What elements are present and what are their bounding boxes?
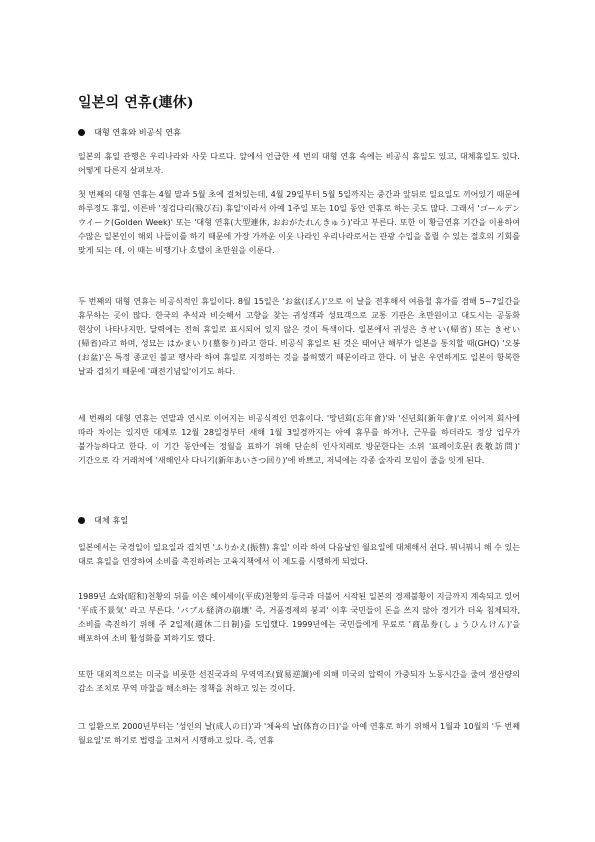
paragraph: 그 일환으로 2000년부터는 '성인의 날(成人の日)'과 '체육의 날(体育の日)'을 아예 연휴로 하기 위해서 1월과 10월의 '두 번째 월요일'로 하기로 법령을 고쳐서 시행하고 있다. 즉, 연휴 bbox=[78, 722, 520, 745]
bullet-icon bbox=[78, 129, 85, 136]
page-title: 일본의 연휴(連休) bbox=[78, 95, 194, 111]
section-heading-substitute-holidays bbox=[78, 515, 128, 526]
section-heading-major-holidays bbox=[78, 127, 181, 138]
paragraph: 또한 대외적으로는 미국을 비롯한 선진국과의 무역역조(貿易逆調)에 의해 미국의 압력이 가중되자 노동시간을 줄여 생산량의 감소 조치로 무역 마찰을 해소하는 정책을 취하고 있는 것이다. bbox=[78, 670, 520, 693]
paragraph: 세 번째의 대형 연휴는 연말과 연시로 이어지는 비공식적인 연휴이다. '망년회(忘年會)'와 '신년회(新年會)'로 이어져 회사에 따라 차이는 있지만 대체로 12월 28일경부터 새해 1월 3일경까지는 아예 휴무를 하거나, 근무를 하더라도 정상 업무가 불가능하다고 한다. 이 기간 동안에는 정월을 표하기 위해 단순히 인사치레로 방문한다는 소위 '표례이호문(表敬訪問)' 기간으로 각 거래처에 '새해인사 다니기(新年あいさつ回り)'에 바쁘고, 저녁에는 각종 술자리 모임이 줄을 잇게 된다. bbox=[78, 414, 520, 465]
bullet-icon bbox=[78, 517, 85, 524]
section-heading-label: 대체 휴일 bbox=[94, 515, 129, 525]
paragraph: 두 번째의 대형 연휴는 비공식적인 휴일이다. 8월 15일은 'お盆(ぼん)'으로 이 날을 전후해서 여름철 휴가를 겸해 5~7일간을 휴무하는 곳이 많다. 한국의 추석과 비슷해서 고향을 찾는 귀성객과 성묘객으로 교통 기관은 초만원이고 대도시는 공동화 현상이 나타나지만, 달력에는 전혀 휴일로 표시되어 있지 않은 것이 특색이다. 일본에서 귀성은 きせい(帰省) 또는 きせい(帰省)라고 하며, 성묘는 はかまいり(墓参り)라고 한다. 비공식 휴일로 된 것은 태어난 해부가 일본을 통치할 때(GHQ) '오봉(お盆)'은 특정 종교인 불교 행사라 하여 휴일로 지정하는 것을 불허했기 때문이라고 한다. 이 날은 우연하게도 일본이 항복한 날과 겹치기 때문에 '패전기념일'이기도 하다. bbox=[78, 297, 520, 376]
section-heading-label: 대형 연휴와 비공식 연휴 bbox=[94, 127, 181, 137]
paragraph: 1989년 쇼와(昭和)천황의 뒤를 이은 헤이세이(平成)천황의 등극과 더불어 시작된 일본의 경제불황이 지금까지 계속되고 있어 '平成不景気' 라고 부른다. 'バブル経済の崩壊' 즉, 거품경제의 붕괴' 이후 국민들이 돈을 쓰지 않아 경기가 더욱 침체되자, 소비를 촉진하기 위해 주 2일제(週休二日制)를 도입했다. 1999년에는 국민들에게 무료로 '商品券(しょうひんけん)'을 배포하여 소비 활성화를 꾀하기도 했다. bbox=[78, 592, 520, 643]
paragraph: 첫 번째의 대형 연휴는 4월 말과 5월 초에 걸쳐있는데, 4월 29일부터 5월 5일까지는 중간과 앞뒤로 일요일도 끼어있기 때문에 하루정도 휴일, 이른바 '징검다리(飛び石) 휴일'이라서 아예 1주일 또는 10일 동안 연휴로 하는 곳도 많다. 그래서 'ゴールデン ウイーク(Golden Week)' 또는 '대형 연휴(大型連休, おおがたれんきゅう)'라고 부른다. 또한 이 황금연휴 기간을 이용하여 수많은 일본인이 해외 나들이를 하기 때문에 가장 가까운 이웃 나라인 우리나라로서는 관광 수입을 올릴 수 있는 절호의 기회를 맞게 되는 데, 이 때는 비행기나 호텔이 초만원을 이룬다. bbox=[78, 190, 520, 255]
paragraph: 일본의 휴일 관행은 우리나라와 사뭇 다르다. 앞에서 언급한 세 번의 대형 연휴 속에는 비공식 휴일도 있고, 대체휴일도 있다. 어떻게 다른지 살펴보자. bbox=[78, 152, 520, 175]
paragraph: 일본에서는 국경일이 일요일과 겹치면 'ふりかえ(振替) 휴일' 이라 하여 다음날인 월요일에 대체해서 쉰다. 뭐니뭐니 해 수 있는 대로 휴일을 연장하여 소비를 촉진하려는 고육지책에서 이 제도를 시행하게 되었다. bbox=[78, 543, 520, 566]
